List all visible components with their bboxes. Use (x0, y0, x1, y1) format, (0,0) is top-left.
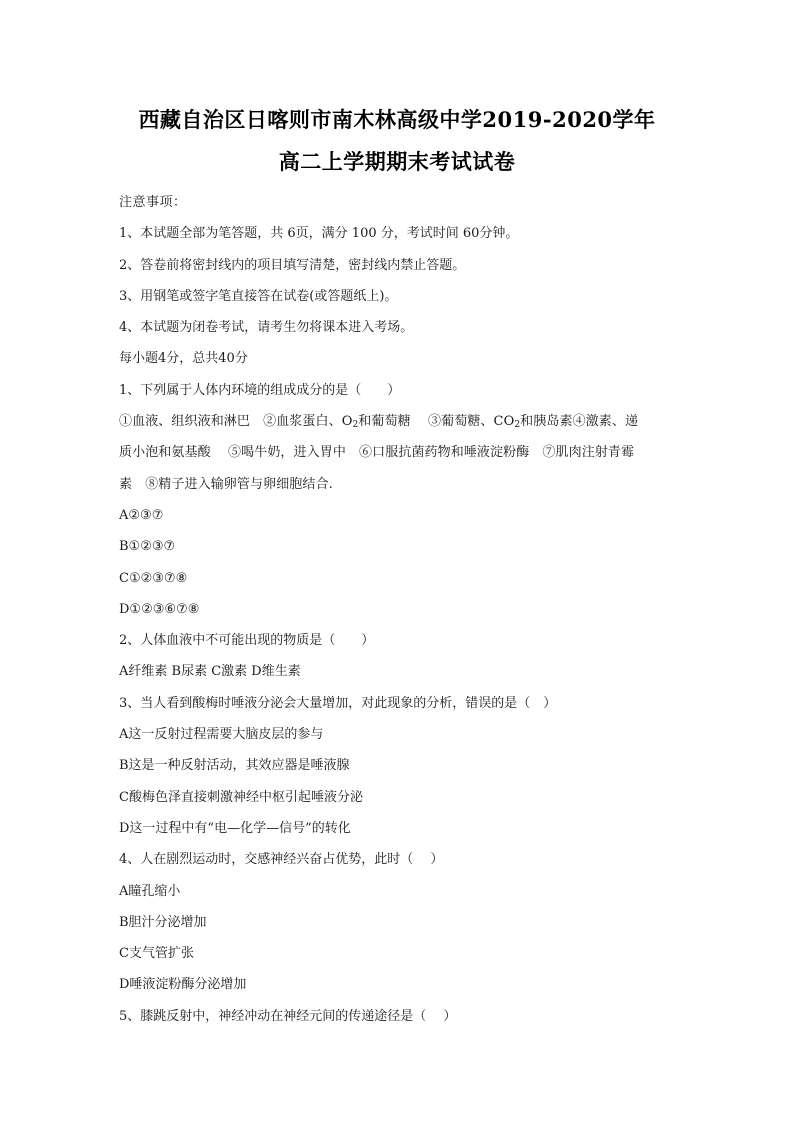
exam-content (119, 187, 679, 1032)
notice-item-1: 1、本试题全部为笔答题，共 6页，满分 100 分，考试时间 60分钟。 (119, 226, 519, 242)
question-4-stem: 4、人在剧烈运动时，交感神经兴奋占优势，此时（ ） (119, 852, 444, 868)
question-1-material-line-3: 素 ⑧精子进入输卵管与卵细胞结合. (119, 476, 333, 492)
notice-item-3: 3、用钢笔或签字笔直接答在试卷(或答题纸上)。 (119, 288, 398, 304)
question-2-options: A纤维素 B尿素 C激素 D维生素 (119, 664, 301, 680)
exam-title-line-2: 高二上学期期末考试试卷 (278, 149, 516, 174)
question-4-option-a: A瞳孔缩小 (119, 883, 181, 899)
question-3-option-b: B这是一种反射活动，其效应器是唾液腺 (119, 758, 350, 774)
question-1-material (119, 406, 679, 500)
question-1-option-c: C①②③⑦⑧ (119, 570, 188, 586)
notice-item-4: 4、本试题为闭卷考试，请考生勿将课本进入考场。 (119, 320, 414, 336)
question-1-option-a: A②③⑦ (119, 507, 164, 523)
question-4-option-c: C支气管扩张 (119, 946, 194, 962)
question-5-stem: 5、膝跳反射中，神经冲动在神经元间的传递途径是（ ） (119, 1008, 457, 1024)
question-4-option-d: D唾液淀粉酶分泌增加 (119, 977, 247, 993)
q1-material-segment-a: ①血液、组织液和淋巴 ②血浆蛋白、O (119, 414, 353, 430)
q1-material-segment-c: 和胰岛素④激素、递 (520, 414, 639, 430)
question-1-option-d: D①②③⑥⑦⑧ (119, 601, 200, 617)
question-3-option-c: C酸梅色泽直接刺激神经中枢引起唾液分泌 (119, 789, 363, 805)
exam-title-line-1: 西藏自治区日喀则市南木林高级中学2019-2020学年 (138, 107, 656, 132)
score-note: 每小题4分，总共40分 (119, 351, 248, 367)
question-3-stem: 3、当人看到酸梅时唾液分泌会大量增加，对此现象的分析，错误的是（ ） (119, 695, 557, 711)
question-3-option-a: A这一反射过程需要大脑皮层的参与 (119, 727, 324, 743)
q1-material-subscript-2: 2 (514, 420, 521, 431)
q1-material-subscript-1: 2 (352, 420, 359, 431)
question-3-option-d: D这一过程中有“电—化学—信号”的转化 (119, 820, 351, 836)
question-2-stem: 2、人体血液中不可能出现的物质是（ ） (119, 633, 375, 649)
notice-heading: 注意事项： (119, 195, 187, 210)
notice-item-2: 2、答卷前将密封线内的项目填写清楚，密封线内禁止答题。 (119, 257, 466, 273)
q1-material-segment-b: 和葡萄糖 ③葡萄糖、CO (358, 414, 515, 430)
question-1-material-line-1 (119, 406, 679, 437)
question-1-stem: 1、下列属于人体内环境的组成成分的是（ ） (119, 382, 401, 398)
question-4-option-b: B胆汁分泌增加 (119, 914, 207, 930)
question-1-material-line-2: 质小泡和氨基酸 ⑤喝牛奶，进入胃中 ⑥口服抗菌药物和唾液淀粉酶 ⑦肌肉注射青霉 (119, 445, 635, 461)
question-1-option-b: B①②③⑦ (119, 539, 176, 555)
